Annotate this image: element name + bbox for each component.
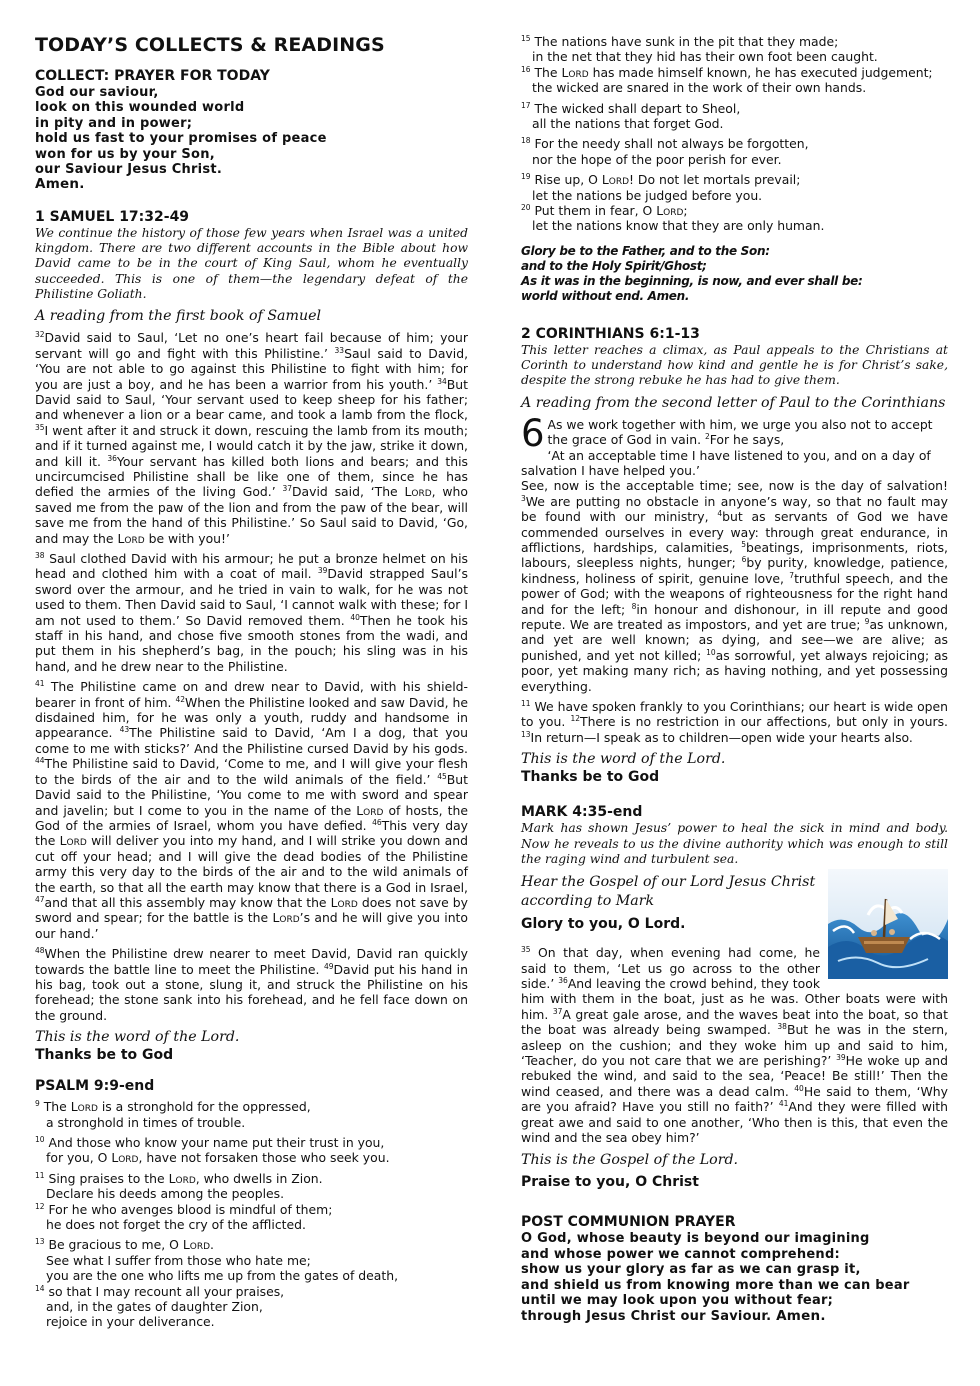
mark-passage: $^{35}$ On that day, when evening had come, he said to them, ‘Let us go across to the other side.’ $^{36}$And leaving the crowd behind, they took him with them in the boat, just as he was. Other boats were with him. $^{37}$A great gale arose, and the waves beat into the boat, so that the boat was already being swamped. $^{38}$But he was in the stern, asleep on the cushion; and they woke him up and said to him, ‘Teacher, do you not care that we are perishing?’ $^{39}$He woke up and rebuked the wind, and said to the sea, ‘Peace! Be still!’ Then the wind ceased, and there was a dead calm. $^{40}$He said to them, ‘Why are you afraid? Have you still no faith?’ $^{41}$And they were filled with great awe and said to one another, ‘Who then is this, that even the wind and the sea obey him?’ [521,945,948,1146]
collect-line: won for us by your Son, [35,146,215,162]
samuel-response-reply: Thanks be to God [35,1047,174,1064]
corinthians-passage-2: See, now is the acceptable time; see, now is the day of salvation! $^3$We are putting no obstacle in anyone’s way, so that no fault may be found with our ministry, $^4$but as servants of God we have commended ourselves in every way: through great endurance, in afflictions, hardships, calamities, $^5$beatings, imprisonments, riots, labours, sleepless nights, hunger; $^6$by purity, knowledge, patience, kindness, holiness of spirit, genuine love, $^7$truthful speech, and the power of God; with the weapons of righteousness for the right hand and for the left; $^8$in honour and dishonour, in ill repute and good repute. We are treated as impostors, and yet are true; $^9$as unknown, and yet are well known; as dying, and see—we are alive; as punished, and yet not killed; $^{10}$as sorrowful, yet always rejoicing; as poor, yet making many rich; as having nothing, and yet possessing everything. [521,478,949,694]
prayer-line: and whose power we cannot comprehend: [521,1246,840,1262]
mark-response-call: This is the Gospel of the Lord. [521,1152,739,1169]
gloria-line: and to the Holy Spirit/Ghost; [521,258,707,273]
mark-intro: Mark has shown Jesus’ power to heal the sick in mind and body. Now he reveals to us the divine authority which was enough to still the raging wind and turbulent sea. [521,821,948,866]
mark-gospel-reply: Glory to you, O Lord. [521,916,686,933]
collect-prayer [35,85,468,193]
samuel-passage-4: $^{48}$When the Philistine drew nearer to meet David, David ran quickly towards the battle line to meet the Philistine. $^{49}$David put his hand in his bag, took out a stone, slung it, and struck the Philistine on his forehead; the stone sank into his forehead, and he fell face down on the ground. [35,946,468,1023]
psalm-verse: $^{19}$ Rise up, O Lord! Do not let mortals prevail; let the nations be judged before you. [521,172,801,203]
psalm-verse: $^{13}$ Be gracious to me, O Lord. See what I suffer from those who hate me; you are the one who lifts me up from the gates of death, [35,1237,399,1284]
prayer-line: show us your glory as far as we can grasp it, [521,1262,861,1278]
psalm-verse: $^{20}$ Put them in fear, O Lord; let the nations know that they are only human. [521,202,825,234]
samuel-reading-heading: A reading from the first book of Samuel [35,308,322,325]
corinthians-passage-3: $^{11}$ We have spoken frankly to you Corinthians; our heart is wide open to you. $^{12}$There is no restriction in our affections, but only in yours. $^{13}$In return—I speak as to children—open wide your hearts also. [521,698,948,745]
prayer-line: O God, whose beauty is beyond our imagining [521,1231,870,1247]
post-communion-prayer [521,1231,948,1323]
prayer-line: and shield us from knowing more than we can bear [521,1277,910,1293]
collect-amen: Amen. [35,176,85,193]
psalm-verse: $^{16}$ The Lord has made himself known, he has executed judgement; the wicked are snared in the work of their own hands. [521,64,933,96]
samuel-passage-3: $^{41}$ The Philistine came on and drew near to David, with his shield-bearer in front of him. $^{42}$When the Philistine looked and saw David, he disdained him, for he was only a youth, ruddy and handsome in appearance. $^{43}$The Philistine said to David, ‘Am I a dog, that you come to me with sticks?’ And the Philistine cursed David by his gods. $^{44}$The Philistine said to David, ‘Come to me, and I will give your flesh to the birds of the air and to the wild animals of the field.’ $^{45}$But David said to the Philistine, ‘You come to me with sword and spear and javelin; but I come to you in the name of the Lord of hosts, the God of the armies of Israel, whom you have defied. $^{46}$This very day the Lord will deliver you into my hand, and I will strike you down and cut off your head; and I will give the dead bodies of the Philistine army this very day to the birds of the air and to the wild animals of the earth, so that all the earth may know that there is a God in Israel, $^{47}$and that all this assembly may know that the Lord does not save by sword and spear; for the battle is the Lord’s and he will give you into our hand.’ [35,679,469,941]
samuel-response-call: This is the word of the Lord. [35,1029,240,1046]
mark-gospel-heading: Hear the Gospel of our Lord Jesus Christ according to Mark [521,874,816,910]
psalm-verse: $^{11}$ Sing praises to the Lord, who dwells in Zion. Declare his deeds among the peoples. [35,1170,323,1202]
psalm-verse: $^{10}$ And those who know your name put their trust in you, for you, O Lord, have not forsaken those who seek you. [35,1134,390,1166]
prayer-line: until we may look upon you without fear; [521,1293,834,1309]
gloria-line: Glory be to the Father, and to the Son: [521,243,770,258]
corinthians-reading-heading: A reading from the second letter of Paul to the Corinthians [521,394,946,411]
corinthians-intro: This letter reaches a climax, as Paul appeals to the Christians at Corinth to understand how kind and gentle he is for Christ’s sake, despite the strong rebuke he has had to give them. [521,342,948,388]
corinthians-response-reply: Thanks be to God [521,769,660,786]
post-communion-amen: Amen. [776,1307,826,1324]
chapter-dropcap: 6 [521,411,545,455]
psalm-gloria [521,244,948,304]
collect-line: look on this wounded world [35,100,245,116]
corinthians-response-call: This is the word of the Lord. [521,751,726,768]
collect-line: hold us fast to your promises of peace [35,131,327,147]
left-column [35,34,468,1335]
prayer-line-final [521,1309,948,1324]
psalm-verse: $^{17}$ The wicked shall depart to Sheol, all the nations that forget God. [521,100,741,132]
samuel-intro: We continue the history of those few years when Israel was a united kingdom. There are two different accounts in the Bible about how David came to be in the court of King Saul, whom he eventually succeeded. This is one of them—the legendary defeat of the Philistine Goliath. [35,225,468,302]
collect-line: our Saviour Jesus Christ. [35,162,223,178]
mark-heading: MARK 4:35-end [521,804,643,821]
gloria-line: As it was in the beginning, is now, and ever shall be: [521,273,863,288]
prayer-last-line: through Jesus Christ our Saviour. [521,1308,772,1324]
collect-heading: COLLECT: PRAYER FOR TODAY [35,68,270,84]
psalm-verse: $^{15}$ The nations have sunk in the pit that they made; in the net that they hid has their own foot been caught. [521,33,878,65]
psalm-heading: PSALM 9:9-end [35,1078,155,1095]
right-column [521,34,948,1324]
mark-response-reply: Praise to you, O Christ [521,1174,699,1191]
psalm-verse: $^{12}$ For he who avenges blood is mindful of them; he does not forget the cry of the afflicted. [35,1201,333,1233]
post-communion-heading: POST COMMUNION PRAYER [521,1214,736,1231]
gloria-line: world without end. Amen. [521,288,690,303]
samuel-passage-2: $^{38}$ Saul clothed David with his armour; he put a bronze helmet on his head and clothed him with a coat of mail. $^{39}$David strapped Saul’s sword over the armour, and he tried in vain to walk, for he was not used to them. Then David said to Saul, ‘I cannot walk with these; for I am not used to them.’ So David removed them. $^{40}$Then he took his staff in his hand, and chose five smooth stones from the wadi, and put them in his shepherd’s bag, in the pouch; his sling was in his hand, and he drew near to the Philistine. [35,550,469,674]
collect-line: in pity and in power; [35,115,193,131]
boat-in-storm-illustration [828,869,948,979]
collect-line: God our saviour, [35,85,159,100]
samuel-heading: 1 SAMUEL 17:32-49 [35,208,190,225]
corinthians-passage-1: 6 As we work together with him, we urge you also not to accept the grace of God in vain. $^2$For he says, ‘At an acceptable time I have listened to you, and on a day of salvation I have helped you.’ [521,411,933,478]
psalm-verse: $^9$ The Lord is a stronghold for the oppressed, a stronghold in times of trouble. [35,1099,311,1130]
page-title: TODAY’S COLLECTS & READINGS [35,34,385,56]
corinthians-heading: 2 CORINTHIANS 6:1-13 [521,325,700,342]
psalm-verse: $^{14}$ so that I may recount all your praises, and, in the gates of daughter Zion, rejoice in your deliverance. [35,1283,285,1330]
psalm-verse: $^{18}$ For the needy shall not always be forgotten, nor the hope of the poor perish for ever. [521,136,809,167]
samuel-passage-1: $^{32}$David said to Saul, ‘Let no one’s heart fail because of him; your servant will go and fight with this Philistine.’ $^{33}$Saul said to David, ‘You are not able to go against this Philistine to fight with him; for you are just a boy, and he has been a warrior from his youth.’ $^{34}$But David said to Saul, ‘Your servant used to keep sheep for his father; and whenever a lion or a bear came, and took a lamb from the flock, $^{35}$I went after it and struck it down, rescuing the lamb from its mouth; and if it turned against me, I would catch it by the jaw, strike it down, and kill it. $^{36}$Your servant has killed both lions and bears; and this uncircumcised Philistine shall be like one of them, since he has defied the armies of the living God.’ $^{37}$David said, ‘The Lord, who saved me from the paw of the lion and from the paw of the bear, will save me from the hand of this Philistine.’ So Saul said to David, ‘Go, and may the Lord be with you!’ [35,330,469,546]
